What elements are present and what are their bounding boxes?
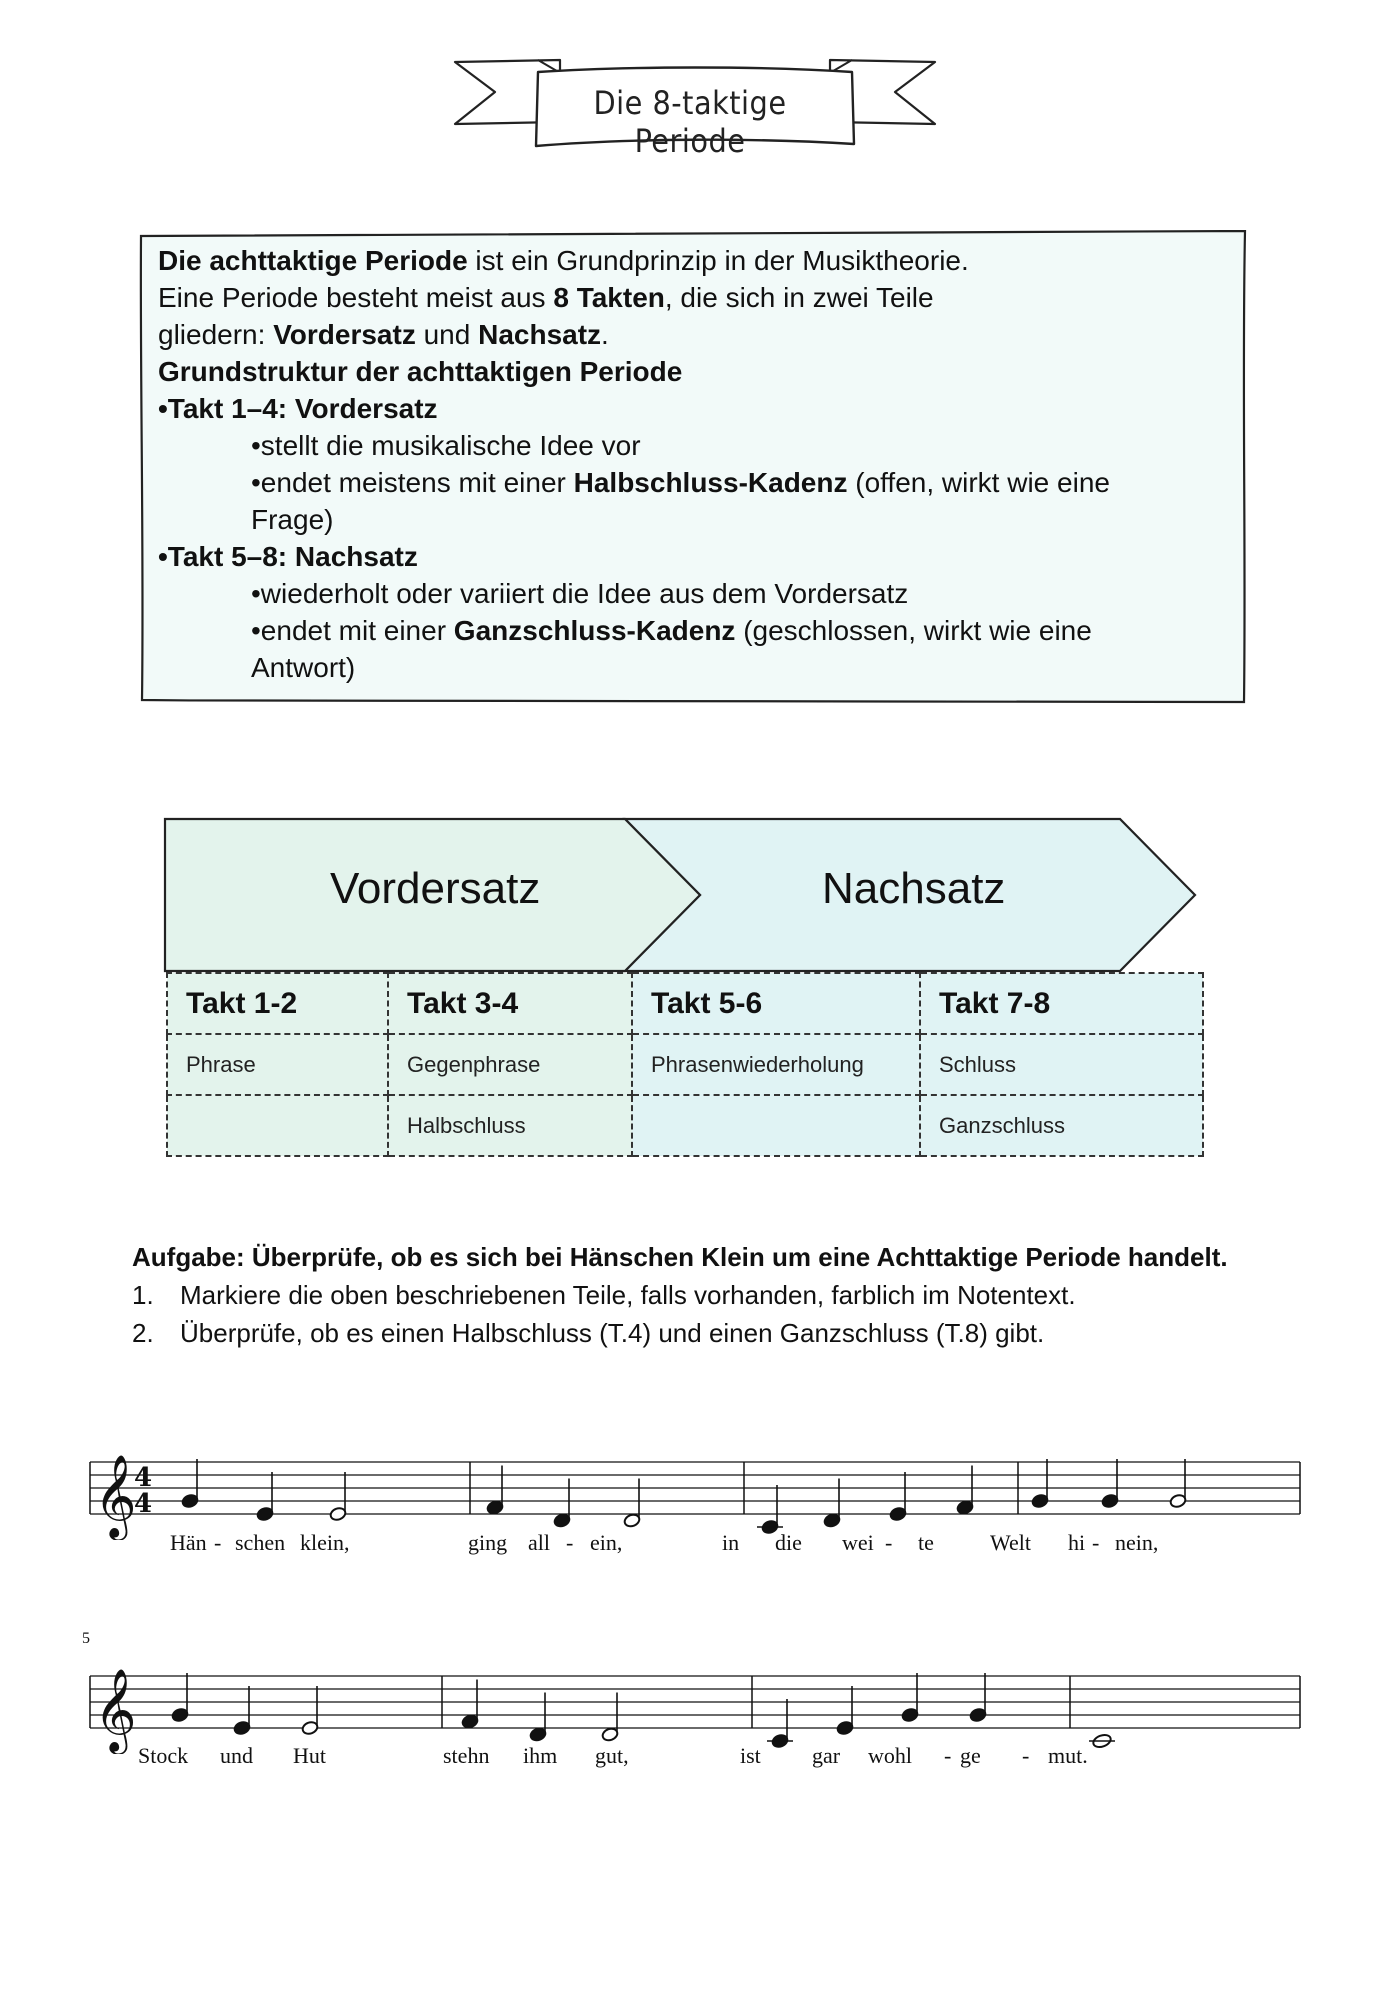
info-bold: Halbschluss-Kadenz — [573, 467, 848, 498]
lyric-syllable: Stock — [138, 1743, 189, 1768]
info-text: und — [415, 319, 479, 350]
lyric-syllable: schen — [235, 1530, 286, 1555]
table-cell: Schluss — [920, 1034, 1203, 1095]
part2-title: •Takt 5–8: Nachsatz — [158, 541, 418, 572]
info-bold: 8 Takten — [553, 282, 665, 313]
lyric-syllable: hi — [1068, 1530, 1086, 1555]
table-cell: Phrasenwiederholung — [632, 1034, 920, 1095]
task-number: 2. — [132, 1318, 154, 1348]
table-cell: Ganzschluss — [920, 1095, 1203, 1156]
time-signature-top: 4 — [134, 1463, 153, 1493]
treble-clef-icon: 𝄞 — [94, 1453, 137, 1537]
table-header-cell: Takt 7-8 — [920, 973, 1203, 1034]
task-section — [132, 1238, 1312, 1352]
table-header-cell: Takt 1-2 — [167, 973, 388, 1034]
vordersatz-label: Vordersatz — [330, 864, 541, 913]
lyric-syllable: ihm — [523, 1743, 558, 1768]
task-item — [132, 1276, 1312, 1314]
info-text: (geschlossen, wirkt wie eine — [735, 615, 1092, 646]
lyric-syllable: - — [1022, 1743, 1030, 1768]
info-heading: Grundstruktur der achttaktigen Periode — [158, 356, 683, 387]
lyric-syllable: gar — [812, 1743, 841, 1768]
table-cell — [632, 1095, 920, 1156]
time-signature-bottom: 4 — [134, 1489, 153, 1519]
period-table — [166, 972, 1204, 1157]
task-number: 1. — [132, 1280, 154, 1310]
task-item — [132, 1314, 1312, 1352]
lyric-syllable: stehn — [443, 1743, 490, 1768]
table-header-cell: Takt 3-4 — [388, 973, 632, 1034]
info-text: •endet meistens mit einer — [251, 467, 574, 498]
info-bold: Vordersatz — [273, 319, 416, 350]
task-text: Überprüfe, ob es einen Halbschluss (T.4) und einen Ganzschluss (T.8) gibt. — [180, 1318, 1045, 1348]
lyric-syllable: die — [775, 1530, 802, 1555]
lyric-syllable: wohl — [868, 1743, 912, 1768]
nachsatz-label: Nachsatz — [822, 864, 1006, 913]
lyric-syllable: ge — [960, 1743, 981, 1768]
table-cell: Phrase — [167, 1034, 388, 1095]
table-header-row — [167, 973, 1203, 1034]
staff-lines — [90, 1676, 1300, 1728]
lyric-syllable: te — [918, 1530, 934, 1555]
lyric-syllable: ein, — [590, 1530, 623, 1555]
lyric-syllable: - — [214, 1530, 222, 1555]
staff-system-1 — [80, 1430, 1320, 1540]
part2-item2-cont: Antwort) — [251, 652, 356, 683]
info-text: . — [601, 319, 609, 350]
lyric-syllable: gut, — [595, 1743, 629, 1768]
lyric-syllable: - — [566, 1530, 574, 1555]
table-cell — [167, 1095, 388, 1156]
lyric-syllable: - — [885, 1530, 893, 1555]
part1-item1: •stellt die musikalische Idee vor — [251, 430, 641, 461]
lyric-syllable: wei — [842, 1530, 874, 1555]
info-term: Die achttaktige Periode — [158, 245, 468, 276]
lyric-syllable: all — [528, 1530, 550, 1555]
lyric-syllable: in — [722, 1530, 740, 1555]
lyric-syllable: mut. — [1048, 1743, 1088, 1768]
treble-clef-icon: 𝄞 — [94, 1667, 137, 1751]
lyric-syllable: und — [220, 1743, 253, 1768]
part1-title: •Takt 1–4: Vordersatz — [158, 393, 438, 424]
lyric-syllable: Hut — [293, 1743, 326, 1768]
table-cell: Gegenphrase — [388, 1034, 632, 1095]
table-row — [167, 1034, 1203, 1095]
table-row — [167, 1095, 1203, 1156]
period-chevrons — [160, 816, 1210, 976]
info-box — [158, 242, 1218, 686]
lyric-syllable: Hän — [170, 1530, 207, 1555]
table-cell: Halbschluss — [388, 1095, 632, 1156]
info-text: gliedern: — [158, 319, 274, 350]
notes-system-1 — [181, 1459, 1187, 1535]
info-bold: Ganzschluss-Kadenz — [453, 615, 736, 646]
info-text: (offen, wirkt wie eine — [847, 467, 1110, 498]
info-text: Eine Periode besteht meist aus — [158, 282, 554, 313]
lyric-syllable: ist — [740, 1743, 761, 1768]
lyric-syllable: nein, — [1115, 1530, 1159, 1555]
info-text: ist ein Grundprinzip in der Musiktheorie. — [467, 245, 969, 276]
info-text: •endet mit einer — [251, 615, 454, 646]
lyric-syllable: - — [944, 1743, 952, 1768]
staff-system-2 — [80, 1644, 1320, 1754]
measure-number: 5 — [82, 1630, 90, 1647]
lyric-syllable: ging — [468, 1530, 508, 1555]
lyric-syllable: Welt — [990, 1530, 1031, 1555]
part1-item2-cont: Frage) — [251, 504, 334, 535]
page-title: Die 8-taktige Periode — [593, 84, 787, 160]
part2-item1: •wiederholt oder variiert die Idee aus dem Vordersatz — [251, 578, 909, 609]
task-title: Aufgabe: Überprüfe, ob es sich bei Hänschen Klein um eine Achttaktige Periode handelt. — [132, 1242, 1228, 1272]
info-bold: Nachsatz — [478, 319, 602, 350]
info-text: , die sich in zwei Teile — [664, 282, 934, 313]
lyric-syllable: klein, — [300, 1530, 350, 1555]
notes-system-2 — [171, 1673, 1115, 1749]
table-header-cell: Takt 5-6 — [632, 973, 920, 1034]
task-text: Markiere die oben beschriebenen Teile, falls vorhanden, farblich im Notentext. — [180, 1280, 1076, 1310]
lyric-syllable: - — [1092, 1530, 1100, 1555]
